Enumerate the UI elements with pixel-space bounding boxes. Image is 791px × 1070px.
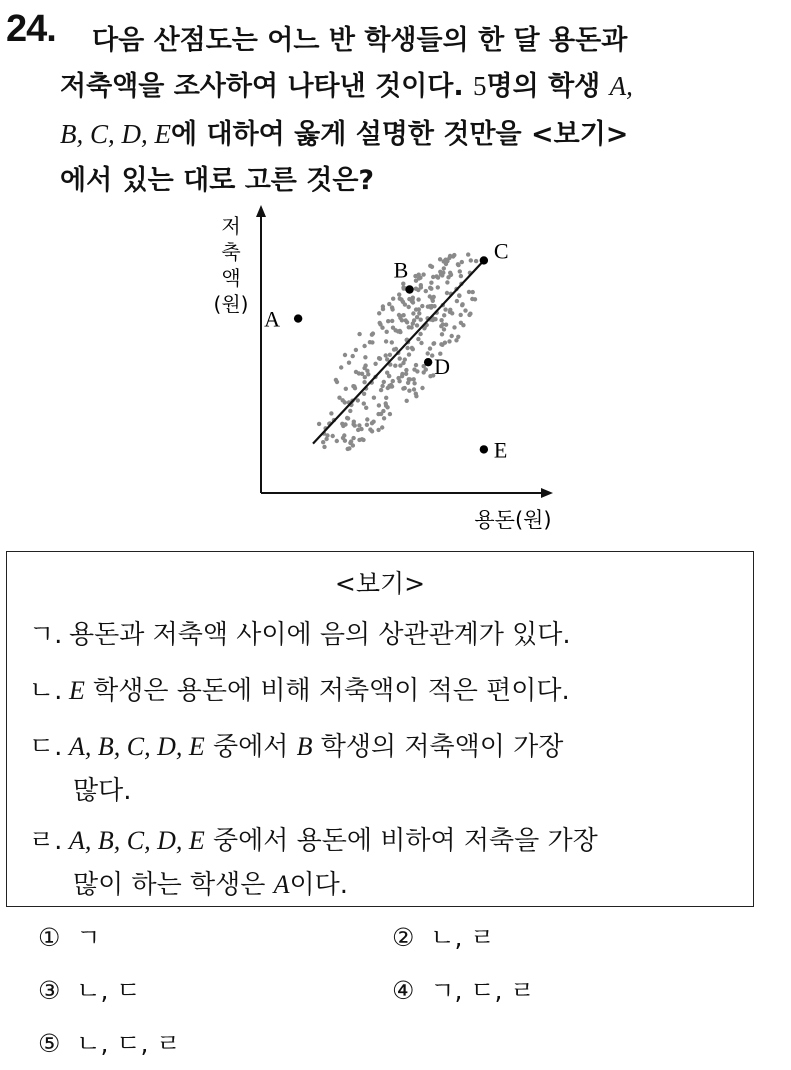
cloud-point xyxy=(419,341,423,345)
cloud-point xyxy=(404,372,408,376)
cloud-point xyxy=(460,260,464,264)
bogi-item-2 xyxy=(29,670,570,707)
cloud-point xyxy=(377,403,381,407)
cloud-point xyxy=(370,421,374,425)
scatter-plot xyxy=(195,205,565,545)
bogi-mark-4: ㄹ. xyxy=(29,826,63,856)
cloud-point xyxy=(322,445,326,449)
cloud-point xyxy=(343,400,347,404)
cloud-point xyxy=(331,434,335,438)
cloud-point xyxy=(469,258,473,262)
bogi-item-1 xyxy=(29,614,571,651)
cloud-point xyxy=(380,425,384,429)
bogi-item-3 xyxy=(29,726,563,763)
cloud-point xyxy=(373,362,377,366)
cloud-point xyxy=(404,318,408,322)
cloud-point xyxy=(351,422,355,426)
cloud-point xyxy=(426,351,430,355)
cloud-point xyxy=(474,259,478,263)
cloud-point xyxy=(389,384,393,388)
x-axis-arrow xyxy=(541,488,553,498)
cloud-point xyxy=(432,295,436,299)
y-label-char: (원) xyxy=(213,292,249,316)
point-b xyxy=(405,285,413,293)
cloud-point xyxy=(461,323,465,327)
cloud-point xyxy=(463,308,467,312)
cloud-point xyxy=(407,325,411,329)
cloud-point xyxy=(385,330,389,334)
cloud-point xyxy=(415,323,419,327)
cloud-point xyxy=(391,379,395,383)
bogi-cont-post-4: 이다. xyxy=(289,870,348,900)
cloud-point xyxy=(365,417,369,421)
cloud-point xyxy=(460,303,464,307)
cloud-point xyxy=(351,354,355,358)
bogi-box xyxy=(6,551,754,907)
question-line-3-text: 에 대하여 옳게 설명한 것만을 <보기> xyxy=(171,119,629,150)
cloud-point xyxy=(417,307,421,311)
cloud-point xyxy=(386,319,390,323)
choice-3-number: ③ xyxy=(38,976,61,1005)
bogi-mark-1: ㄱ. xyxy=(29,620,63,650)
cloud-point xyxy=(445,291,449,295)
cloud-point xyxy=(418,332,422,336)
cloud-point xyxy=(448,310,452,314)
cloud-point xyxy=(376,428,380,432)
cloud-point xyxy=(473,297,477,301)
cloud-point xyxy=(370,333,374,337)
cloud-point xyxy=(384,396,388,400)
choice-4-number: ④ xyxy=(392,976,415,1005)
bogi-item-4 xyxy=(29,820,598,857)
cloud-point xyxy=(390,319,394,323)
y-axis-label xyxy=(214,214,249,316)
cloud-point xyxy=(329,411,333,415)
y-label-char: 축 xyxy=(221,240,241,264)
cloud-point xyxy=(370,429,374,433)
y-label-char: 액 xyxy=(221,266,241,290)
cloud-point xyxy=(384,401,388,405)
cloud-point xyxy=(445,280,449,284)
cloud-point xyxy=(356,398,360,402)
cloud-point xyxy=(415,315,419,319)
point-label-d: D xyxy=(434,354,451,380)
cloud-point xyxy=(398,297,402,301)
cloud-point xyxy=(414,279,418,283)
cloud-point xyxy=(456,262,460,266)
cloud-point xyxy=(428,346,432,350)
cloud-point xyxy=(394,347,398,351)
cloud-point xyxy=(360,437,364,441)
cloud-point xyxy=(430,304,434,308)
point-e xyxy=(480,445,488,453)
cloud-point xyxy=(420,304,424,308)
cloud-point xyxy=(401,300,405,304)
cloud-point xyxy=(459,274,463,278)
cloud-point xyxy=(362,344,366,348)
bogi-vars-4: A, B, C, D, E xyxy=(69,826,205,855)
cloud-point xyxy=(449,273,453,277)
choice-3-text: ㄴ, ㄷ xyxy=(76,976,141,1005)
cloud-point xyxy=(388,353,392,357)
cloud-point xyxy=(396,376,400,380)
cloud-point xyxy=(466,252,470,256)
cloud-point xyxy=(454,338,458,342)
cloud-point xyxy=(416,337,420,341)
cloud-point xyxy=(354,348,358,352)
cloud-point xyxy=(384,353,388,357)
trend-line xyxy=(313,257,484,443)
bogi-var-e: E xyxy=(69,676,85,705)
point-a xyxy=(294,314,302,322)
cloud-point xyxy=(343,353,347,357)
cloud-point xyxy=(410,346,414,350)
question-line-2 xyxy=(60,64,633,103)
cloud-point xyxy=(363,355,367,359)
point-c xyxy=(480,256,488,264)
cloud-point xyxy=(436,285,440,289)
cloud-point xyxy=(447,256,451,260)
cloud-point xyxy=(458,269,462,273)
cloud-point xyxy=(407,377,411,381)
cloud-point xyxy=(452,325,456,329)
point-d xyxy=(424,358,432,366)
cloud-point xyxy=(422,370,426,374)
cloud-point xyxy=(429,287,433,291)
cloud-point xyxy=(412,381,416,385)
cloud-point xyxy=(384,339,388,343)
cloud-point xyxy=(363,375,367,379)
choice-5-number: ⑤ xyxy=(38,1029,61,1058)
cloud-point xyxy=(379,388,383,392)
cloud-point xyxy=(401,285,405,289)
cloud-point xyxy=(344,387,348,391)
cloud-point xyxy=(348,441,352,445)
cloud-point xyxy=(335,439,339,443)
cloud-point xyxy=(439,272,443,276)
cloud-point xyxy=(450,334,454,338)
question-count: 5 xyxy=(473,71,487,101)
cloud-point xyxy=(346,416,350,420)
choice-2-text: ㄴ, ㄹ xyxy=(430,923,495,952)
question-line-2-text: 저축액을 조사하여 나타낸 것이다. xyxy=(60,71,474,102)
cloud-point xyxy=(416,297,420,301)
cloud-point xyxy=(419,318,423,322)
cloud-point xyxy=(378,322,382,326)
bogi-mid-4: 중에서 용돈에 비하여 저축을 가장 xyxy=(204,826,598,856)
cloud-point xyxy=(343,439,347,443)
cloud-point xyxy=(347,361,351,365)
cloud-point xyxy=(362,392,366,396)
cloud-point xyxy=(377,311,381,315)
bogi-item-4-cont xyxy=(73,864,348,901)
bogi-cont-pre-4: 많이 하는 학생은 xyxy=(73,870,274,900)
cloud-point xyxy=(420,386,424,390)
choice-1-text: ㄱ xyxy=(76,923,101,952)
cloud-point xyxy=(407,352,411,356)
cloud-point xyxy=(390,340,394,344)
cloud-point xyxy=(419,285,423,289)
choice-4[interactable] xyxy=(392,971,535,1007)
cloud-point xyxy=(467,290,471,294)
cloud-point xyxy=(407,305,411,309)
bogi-var-a: A xyxy=(273,870,290,899)
bogi-mark-2: ㄴ. xyxy=(29,676,63,706)
cloud-point xyxy=(357,423,361,427)
cloud-point xyxy=(417,311,421,315)
bogi-mid-3: 중에서 xyxy=(204,732,297,762)
cloud-point xyxy=(346,447,350,451)
x-axis-label: 용돈(원) xyxy=(474,508,552,532)
bogi-text-2: 학생은 용돈에 비해 저축액이 적은 편이다. xyxy=(84,676,570,706)
cloud-point xyxy=(352,384,356,388)
cloud-point xyxy=(442,313,446,317)
cloud-point xyxy=(431,275,435,279)
choice-5-text: ㄴ, ㄷ, ㄹ xyxy=(76,1029,181,1058)
cloud-point xyxy=(432,341,436,345)
bogi-title: <보기> xyxy=(334,569,426,598)
cloud-point xyxy=(442,266,446,270)
cloud-point xyxy=(405,399,409,403)
cloud-point xyxy=(362,401,366,405)
cloud-point xyxy=(362,380,366,384)
choice-5[interactable] xyxy=(38,1024,181,1060)
cloud-point xyxy=(414,287,418,291)
y-axis-arrow xyxy=(256,205,266,217)
cloud-point xyxy=(342,433,346,437)
cloud-point xyxy=(426,305,430,309)
cloud-point xyxy=(439,342,443,346)
cloud-point xyxy=(412,387,416,391)
choice-3[interactable] xyxy=(38,971,141,1007)
cloud-point xyxy=(317,422,321,426)
cloud-point xyxy=(424,289,428,293)
cloud-point xyxy=(407,389,411,393)
question-vars: B, C, D, E xyxy=(60,119,171,149)
cloud-point xyxy=(334,378,338,382)
cloud-point xyxy=(390,307,394,311)
bogi-text-3: 학생의 저축액이 가장 xyxy=(312,732,564,762)
point-label-c: C xyxy=(493,238,509,264)
cloud-point xyxy=(362,366,366,370)
cloud-point xyxy=(372,396,376,400)
choice-4-text: ㄱ, ㄷ, ㄹ xyxy=(430,976,535,1005)
cloud-point xyxy=(376,412,380,416)
cloud-point xyxy=(378,357,382,361)
point-label-a: A xyxy=(264,306,281,332)
point-label-e: E xyxy=(493,437,508,463)
cloud-point xyxy=(357,371,361,375)
cloud-point xyxy=(428,264,432,268)
question-number: 24. xyxy=(6,8,56,50)
cloud-point xyxy=(356,428,360,432)
cloud-point xyxy=(421,272,425,276)
question-var-a: A, xyxy=(609,71,633,101)
choice-2[interactable] xyxy=(392,918,495,954)
cloud-point xyxy=(387,374,391,378)
cloud-point xyxy=(429,281,433,285)
bogi-var-b: B xyxy=(296,732,313,761)
cloud-point xyxy=(343,422,347,426)
cloud-point xyxy=(439,318,443,322)
cloud-point xyxy=(452,253,456,257)
cloud-point xyxy=(391,297,395,301)
bogi-text-1: 용돈과 저축액 사이에 음의 상관관계가 있다. xyxy=(69,620,571,650)
cloud-point xyxy=(412,367,416,371)
cloud-point xyxy=(393,364,397,368)
cloud-point xyxy=(324,437,328,441)
cloud-point xyxy=(447,339,451,343)
cloud-point xyxy=(403,357,407,361)
cloud-point xyxy=(388,412,392,416)
cloud-point xyxy=(365,423,369,427)
cloud-point xyxy=(357,332,361,336)
cloud-point xyxy=(457,293,461,297)
cloud-point xyxy=(397,292,401,296)
cloud-point xyxy=(417,273,421,277)
cloud-point xyxy=(441,322,445,326)
cloud-point xyxy=(411,321,415,325)
cloud-point xyxy=(391,326,395,330)
cloud-point xyxy=(468,312,472,316)
cloud-point xyxy=(364,406,368,410)
cloud-point xyxy=(440,332,444,336)
cloud-point xyxy=(381,304,385,308)
cloud-point xyxy=(411,311,415,315)
cloud-point xyxy=(414,363,418,367)
cloud-point xyxy=(321,440,325,444)
cloud-point xyxy=(455,299,459,303)
cloud-point xyxy=(405,346,409,350)
cloud-point xyxy=(387,302,391,306)
choice-2-number: ② xyxy=(392,923,415,952)
cloud-point xyxy=(414,392,418,396)
cloud-point xyxy=(443,307,447,311)
cloud-point xyxy=(411,296,415,300)
choice-1[interactable] xyxy=(38,918,100,954)
cloud-point xyxy=(380,384,384,388)
bogi-mark-3: ㄷ. xyxy=(29,732,63,762)
question-line-2-mid: 명의 학생 xyxy=(486,71,610,102)
cloud-point xyxy=(339,365,343,369)
question-line-4: 에서 있는 대로 고른 것은? xyxy=(60,165,375,196)
cloud-point xyxy=(398,316,402,320)
cloud-point xyxy=(459,313,463,317)
question-line-1: 다음 산점도는 어느 반 학생들의 한 달 용돈과 xyxy=(92,25,628,56)
cloud-point xyxy=(348,409,352,413)
y-label-char: 저 xyxy=(221,214,241,238)
bogi-item-3-cont: 많다. xyxy=(73,776,132,806)
cloud-point xyxy=(401,386,405,390)
choice-1-number: ① xyxy=(38,923,61,952)
bogi-vars-3: A, B, C, D, E xyxy=(69,732,205,761)
cloud-point xyxy=(382,416,386,420)
cloud-point xyxy=(398,356,402,360)
cloud-point xyxy=(382,380,386,384)
cloud-point xyxy=(398,329,402,333)
cloud-point xyxy=(368,340,372,344)
point-label-b: B xyxy=(393,257,409,283)
question-line-3 xyxy=(60,112,628,151)
